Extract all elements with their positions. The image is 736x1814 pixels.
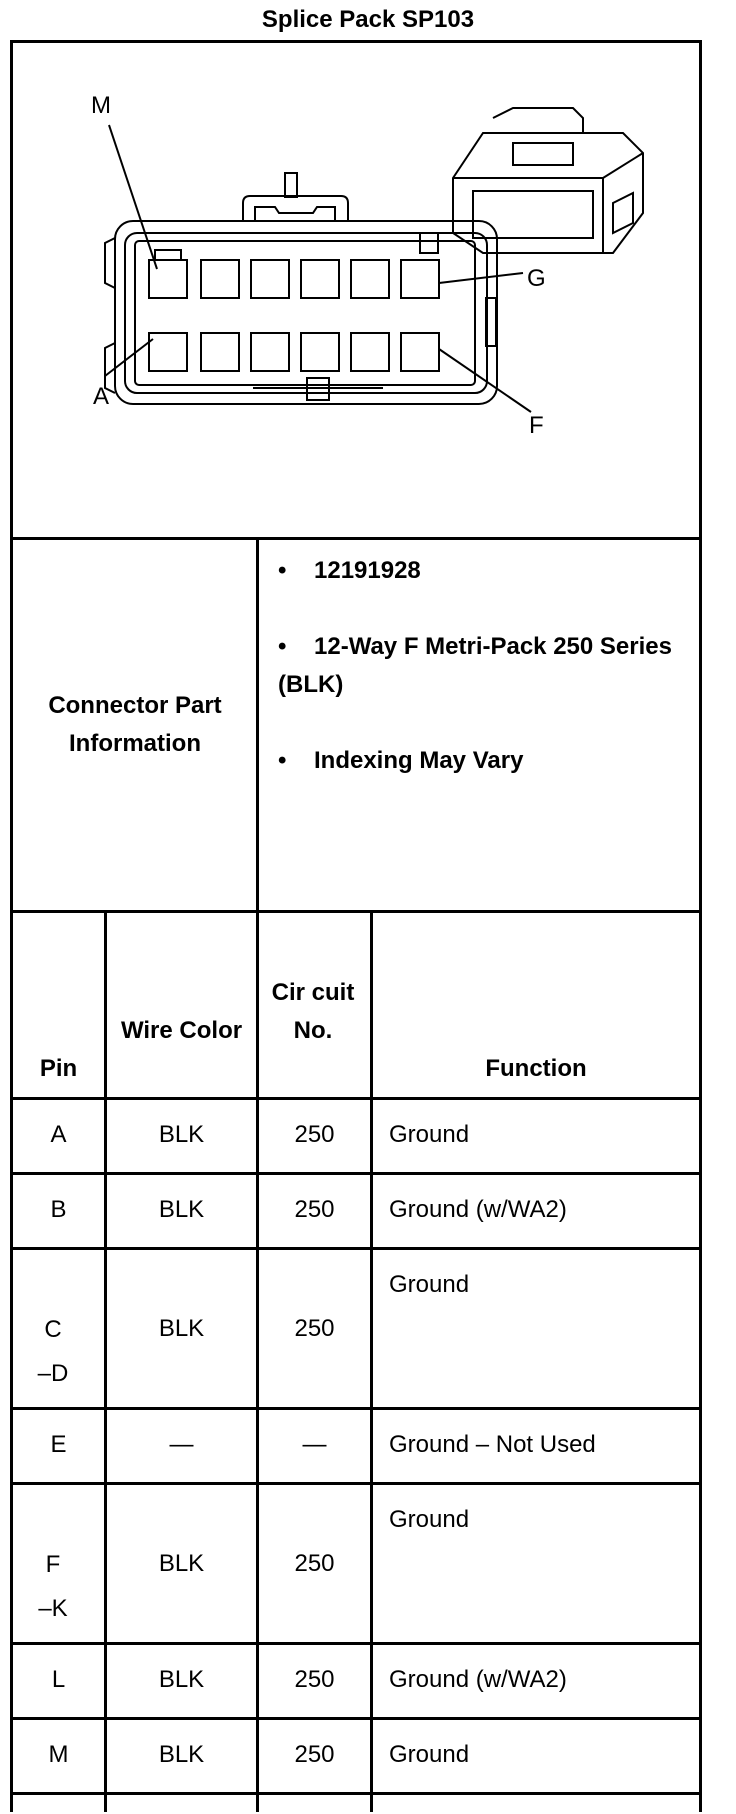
- column-header-circuit-no: Cir cuit No.: [271, 979, 355, 1044]
- divider: [10, 1792, 702, 1795]
- divider: [10, 1482, 702, 1485]
- cavity-F: [401, 333, 439, 371]
- table-cell-pin: M: [48, 1741, 69, 1768]
- table-cell-circuit: 250: [294, 1196, 335, 1223]
- leader-line-M: [109, 125, 157, 269]
- table-cell-pin: C –D: [37, 1316, 69, 1387]
- table-cell-circuit: —: [302, 1431, 327, 1458]
- table-cell-circuit: 250: [294, 1121, 335, 1148]
- cavity-G: [401, 260, 439, 298]
- column-header-pin: Pin: [39, 1055, 78, 1082]
- connector-info-list: [278, 552, 688, 818]
- divider: [10, 910, 702, 913]
- connector-info-item: • Indexing May Vary: [278, 747, 524, 774]
- leader-line-G: [439, 273, 523, 283]
- table-cell-pin: A: [50, 1121, 67, 1148]
- table-cell-wire-color: BLK: [158, 1196, 205, 1223]
- table-cell-circuit: 250: [294, 1741, 335, 1768]
- connector-info-label: Connector Part Information: [48, 692, 222, 757]
- table-cell-circuit: 250: [294, 1666, 335, 1693]
- table-cell-pin: E: [50, 1431, 67, 1458]
- table-cell-wire-color: BLK: [158, 1741, 205, 1768]
- table-cell-circuit: 250: [294, 1550, 335, 1577]
- table-cell-pin: L: [51, 1666, 66, 1693]
- cavity-A: [149, 333, 187, 371]
- table-cell-wire-color: BLK: [158, 1315, 205, 1342]
- divider: [10, 1247, 702, 1250]
- table-cell-function: Ground: [389, 1506, 470, 1533]
- pin-label-F: F: [529, 412, 544, 439]
- table-cell-pin: F –K: [38, 1551, 68, 1622]
- table-cell-function: Ground (w/WA2): [389, 1666, 567, 1693]
- table-cell-pin: B: [50, 1196, 67, 1223]
- table-cell-wire-color: BLK: [158, 1550, 205, 1577]
- connector-3d-icon: [453, 108, 643, 253]
- table-cell-wire-color: —: [169, 1431, 194, 1458]
- pin-label-M: M: [91, 92, 111, 119]
- table-cell-function: Ground: [389, 1271, 470, 1298]
- divider: [10, 1097, 702, 1100]
- divider: [10, 1717, 702, 1720]
- table-cell-function: Ground: [389, 1121, 470, 1148]
- table-cell-wire-color: BLK: [158, 1121, 205, 1148]
- divider: [10, 1172, 702, 1175]
- column-header-wire-color: Wire Color: [120, 1017, 243, 1044]
- connector-diagram: [13, 43, 699, 537]
- pin-label-G: G: [527, 265, 546, 292]
- table-cell-circuit: 250: [294, 1315, 335, 1342]
- page-title: Splice Pack SP103: [261, 6, 475, 33]
- connector-info-item: • 12-Way F Metri-Pack 250 Series (BLK): [278, 633, 672, 698]
- table-cell-function: Ground (w/WA2): [389, 1196, 567, 1223]
- connector-body: [115, 221, 497, 404]
- cavity-M: [149, 260, 187, 298]
- pin-label-A: A: [93, 383, 110, 410]
- connector-info-item: • 12191928: [278, 557, 421, 584]
- divider: [370, 910, 373, 1812]
- table-cell-function: Ground: [389, 1741, 470, 1768]
- divider: [10, 1407, 702, 1410]
- divider: [10, 1642, 702, 1645]
- table-cell-function: Ground – Not Used: [389, 1431, 596, 1458]
- column-header-function: Function: [485, 1055, 587, 1082]
- table-cell-wire-color: BLK: [158, 1666, 205, 1693]
